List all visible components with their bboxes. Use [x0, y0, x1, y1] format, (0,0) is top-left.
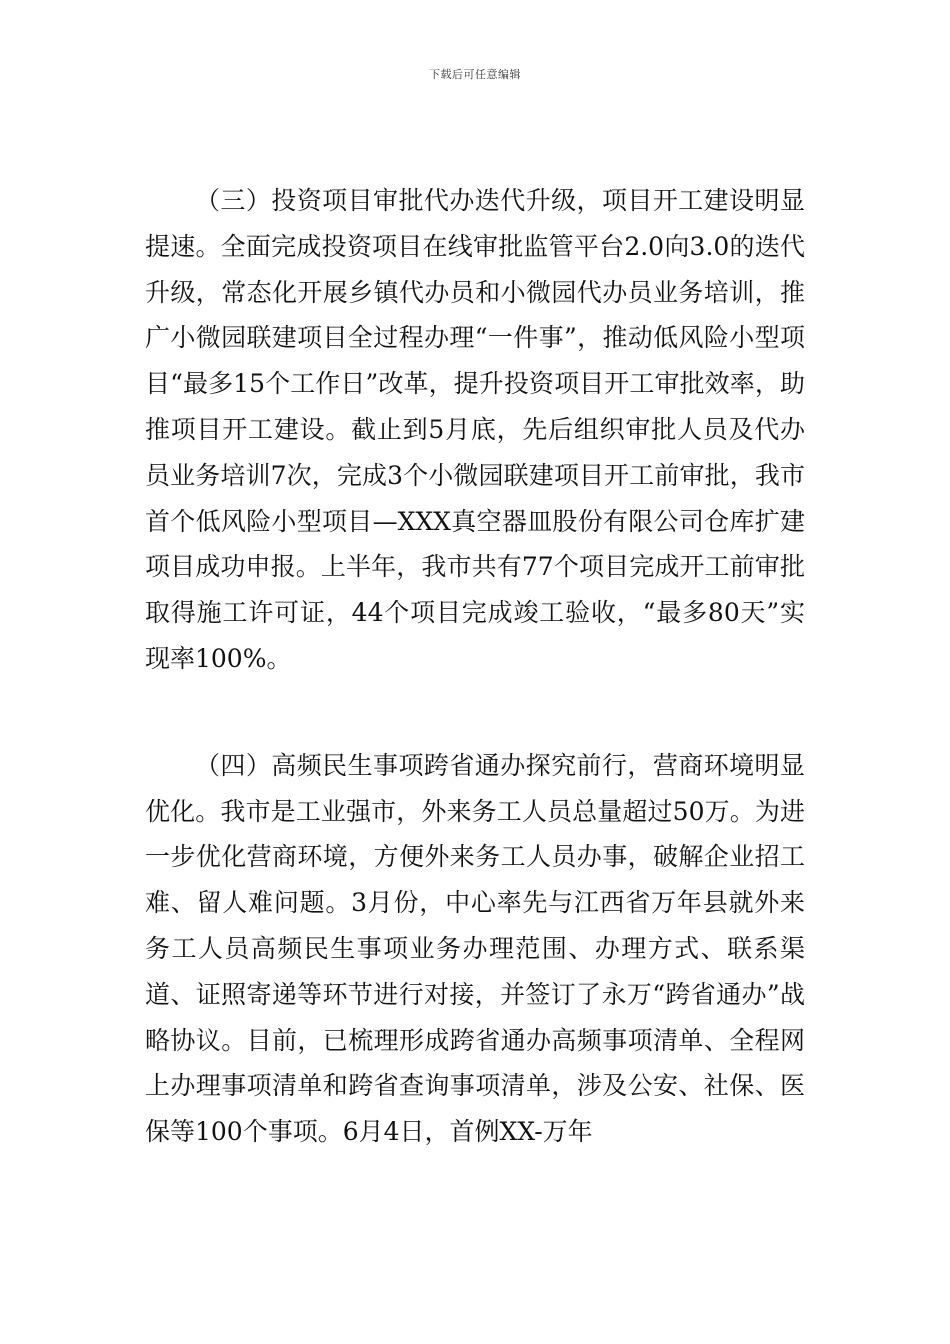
paragraph-section-4: （四）高频民生事项跨省通办探究前行，营商环境明显优化。我市是工业强市，外来务工人员总量超过50万。为进一步优化营商环境，方便外来务工人员办事，破解企业招工难、留人难问题。3月份，中心率先与江西省万年县就外来务工人员高频民生事项业务办理范围、办理方式、联系渠道、证照寄递等环节进行对接，并签订了永万“跨省通办”战略协议。目前，已梳理形成跨省通办高频事项清单、全程网上办理事项清单和跨省查询事项清单，涉及公安、社保、医保等100个事项。6月4日，首例XX-万年	[145, 750, 805, 1147]
page-header: 下载后可任意编辑	[429, 68, 521, 81]
document-body	[145, 178, 805, 1155]
paragraph-section-3: （三）投资项目审批代办迭代升级，项目开工建设明显提速。全面完成投资项目在线审批监管平台2.0向3.0的迭代升级，常态化开展乡镇代办员和小微园代办员业务培训，推广小微园联建项目全过程办理“一件事”，推动低风险小型项目“最多15个工作日”改革，提升投资项目开工审批效率，助推项目开工建设。截止到5月底，先后组织审批人员及代办员业务培训7次，完成3个小微园联建项目开工前审批，我市首个低风险小型项目—XXX真空器皿股份有限公司仓库扩建项目成功申报。上半年，我市共有77个项目完成开工前审批取得施工许可证，44个项目完成竣工验收，“最多80天”实现率100%。	[145, 186, 805, 673]
